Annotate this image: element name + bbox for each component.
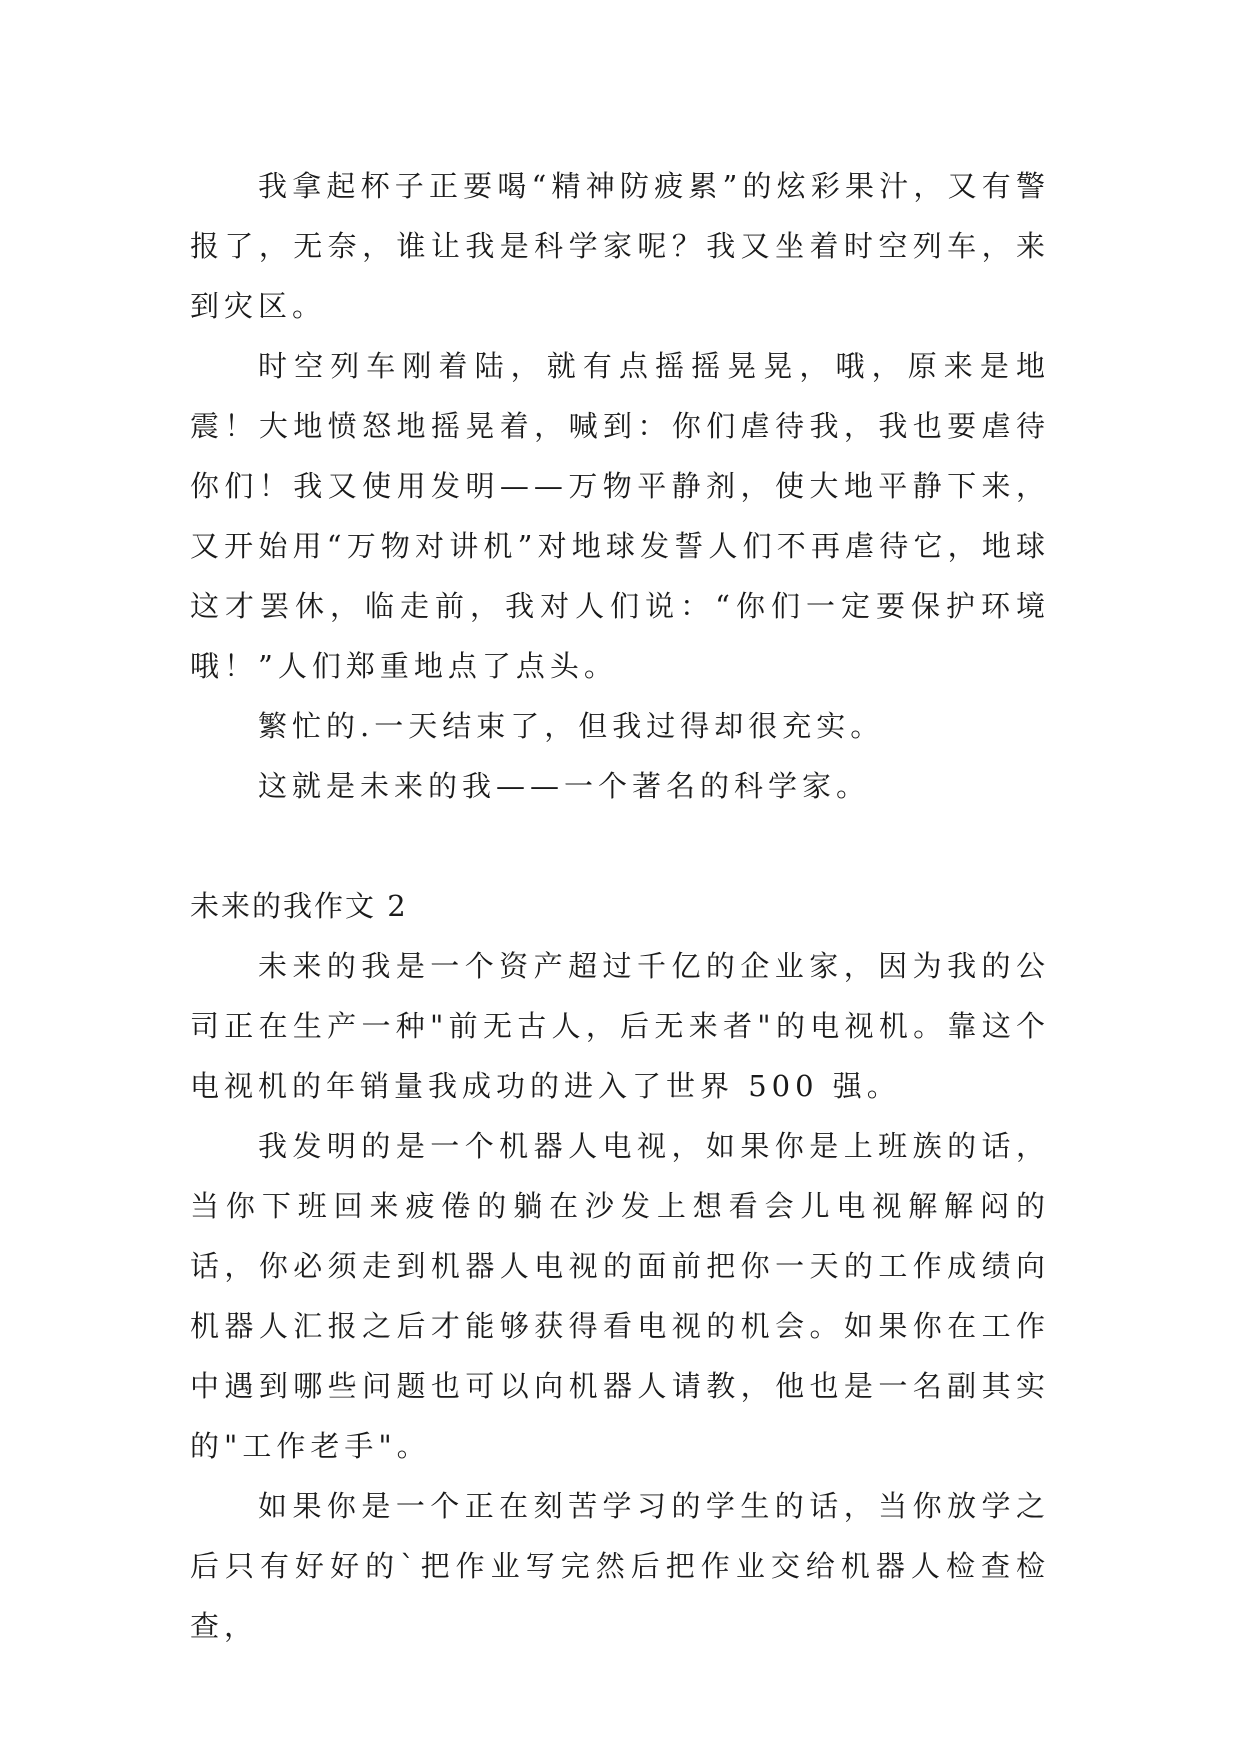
paragraph: 未来的我是一个资产超过千亿的企业家，因为我的公司正在生产一种"前无古人，后无来者"的电视机。靠这个电视机的年销量我成功的进入了世界 500 强。 — [190, 949, 1050, 1103]
paragraph: 这就是未来的我——一个著名的科学家。 — [258, 769, 871, 803]
section-title: 未来的我作文 2 — [190, 889, 408, 923]
paragraph: 我拿起杯子正要喝“精神防疲累”的炫彩果汁，又有警报了，无奈，谁让我是科学家呢？我又坐着时空列车，来到灾区。 — [190, 169, 1050, 323]
paragraph: 时空列车刚着陆，就有点摇摇晃晃，哦，原来是地震！大地愤怒地摇晃着，喊到：你们虐待我，我也要虐待你们！我又使用发明——万物平静剂，使大地平静下来，又开始用“万物对讲机”对地球发誓人们不再虐待它，地球这才罢休，临走前，我对人们说：“你们一定要保护环境哦！”人们郑重地点了点头。 — [190, 349, 1050, 683]
document-body — [190, 156, 1050, 1656]
paragraph: 我发明的是一个机器人电视，如果你是上班族的话，当你下班回来疲倦的躺在沙发上想看会儿电视解解闷的话，你必须走到机器人电视的面前把你一天的工作成绩向机器人汇报之后才能够获得看电视的机会。如果你在工作中遇到哪些问题也可以向机器人请教，他也是一名副其实的"工作老手"。 — [190, 1129, 1050, 1463]
paragraph: 如果你是一个正在刻苦学习的学生的话，当你放学之后只有好好的`把作业写完然后把作业交给机器人检查检查， — [190, 1489, 1050, 1643]
paragraph: 繁忙的.一天结束了，但我过得却很充实。 — [258, 709, 885, 743]
